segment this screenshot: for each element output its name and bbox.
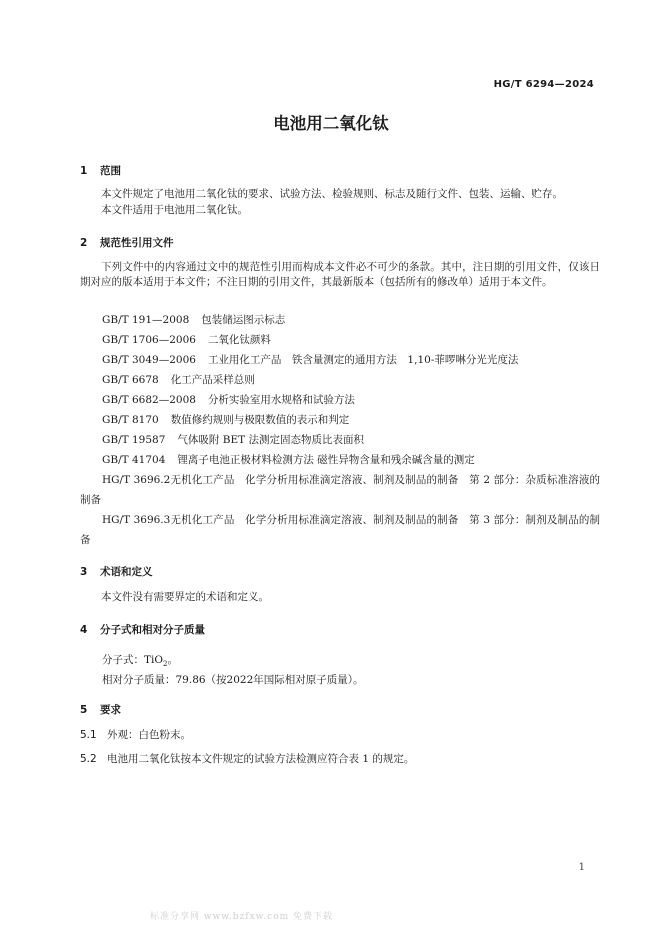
scope-paragraph-1: 本文件规定了电池用二氧化钛的要求、试验方法、检验规则、标志及随行文件、包装、运输、贮存。 [101,188,563,200]
reference-title: 气体吸附 BET 法测定固态物质比表面积 [177,434,364,446]
section-number: 5 [80,704,88,716]
reference-item [80,470,600,510]
reference-code: GB/T 19587 [102,434,166,446]
scope-paragraph-2: 本文件适用于电池用二氧化钛。 [101,204,248,216]
reference-title: 无机化工产品 化学分析用标准滴定溶液、制剂及制品的制备 第 3 部分：制剂及制品的制备 [80,514,601,546]
section-title: 术语和定义 [100,566,153,578]
section-4-heading [80,622,205,637]
section-title: 要求 [100,704,121,716]
reference-code: GB/T 8170 [102,414,159,426]
clause-number: 5.1 [80,729,97,741]
formula-label: 分子式： [102,654,144,666]
page-number: 1 [578,862,585,873]
reference-code: GB/T 191—2008 [102,314,190,326]
section-1-heading [80,163,121,178]
references-intro: 下列文件中的内容通过文中的规范性引用而构成本文件必不可少的条款。其中，注日期的引用文件，仅该日期对应的版本适用于本文件；不注日期的引用文件，其最新版本（包括所有的修改单）适用于本文件。 [80,261,600,288]
reference-code: GB/T 3049—2006 [102,354,196,366]
reference-code: GB/T 1706—2006 [102,334,196,346]
section-2-heading [80,235,174,250]
clause-number: 5.2 [80,753,97,765]
section-5-heading [80,702,121,717]
reference-title: 无机化工产品 化学分析用标准滴定溶液、制剂及制品的制备 第 2 部分：杂质标准溶液的制备 [80,474,601,506]
clause-5-1 [80,727,191,742]
reference-item [102,392,355,407]
section-3-heading [80,564,153,579]
section-number: 4 [80,624,88,636]
reference-title: 锂离子电池正极材料检测方法 磁性异物含量和残余碱含量的测定 [177,454,475,466]
reference-code: HG/T 3696.2 [102,474,171,486]
reference-item [102,452,475,467]
reference-code: GB/T 6678 [102,374,159,386]
reference-title: 包装储运图示标志 [201,314,286,326]
section-number: 2 [80,237,88,249]
footer-watermark: 标准分享网 www.bzfxw.com 免费下载 [150,912,334,922]
section-title: 规范性引用文件 [100,237,174,249]
reference-title: 化工产品采样总则 [170,374,255,386]
reference-item [80,510,600,550]
reference-item [102,432,364,447]
document-title: 电池用二氧化钛 [273,114,389,133]
formula-subscript: 2 [162,660,168,669]
reference-code: HG/T 3696.3 [102,514,171,526]
reference-title: 数值修约规则与极限数值的表示和判定 [170,414,350,426]
clause-text: 电池用二氧化钛按本文件规定的试验方法检测应符合表 1 的规定。 [107,753,415,765]
section-title: 范围 [100,165,121,177]
reference-title: 分析实验室用水规格和试验方法 [207,394,355,406]
reference-code: GB/T 41704 [102,454,166,466]
molecular-formula [102,653,178,672]
reference-item [102,312,285,327]
clause-text: 外观：白色粉末。 [107,729,191,741]
terms-paragraph: 本文件没有需要界定的术语和定义。 [101,591,269,603]
reference-code: GB/T 6682—2008 [102,394,196,406]
relative-molecular-mass: 相对分子质量：79.86（按2022年国际相对原子质量）。 [102,674,364,686]
reference-title: 二氧化钛颜料 [207,334,271,346]
reference-title: 工业用化工产品 铁含量测定的通用方法 1,10-菲啰啉分光光度法 [207,354,519,366]
standard-code: HG/T 6294—2024 [493,79,594,90]
section-title: 分子式和相对分子质量 [100,624,205,636]
formula-end: 。 [167,654,178,666]
section-number: 1 [80,165,88,177]
reference-item [102,372,255,387]
section-number: 3 [80,566,88,578]
reference-item [102,412,349,427]
reference-item [102,332,271,347]
reference-item [102,352,518,367]
clause-5-2 [80,751,414,766]
formula-main: TiO [144,654,163,666]
